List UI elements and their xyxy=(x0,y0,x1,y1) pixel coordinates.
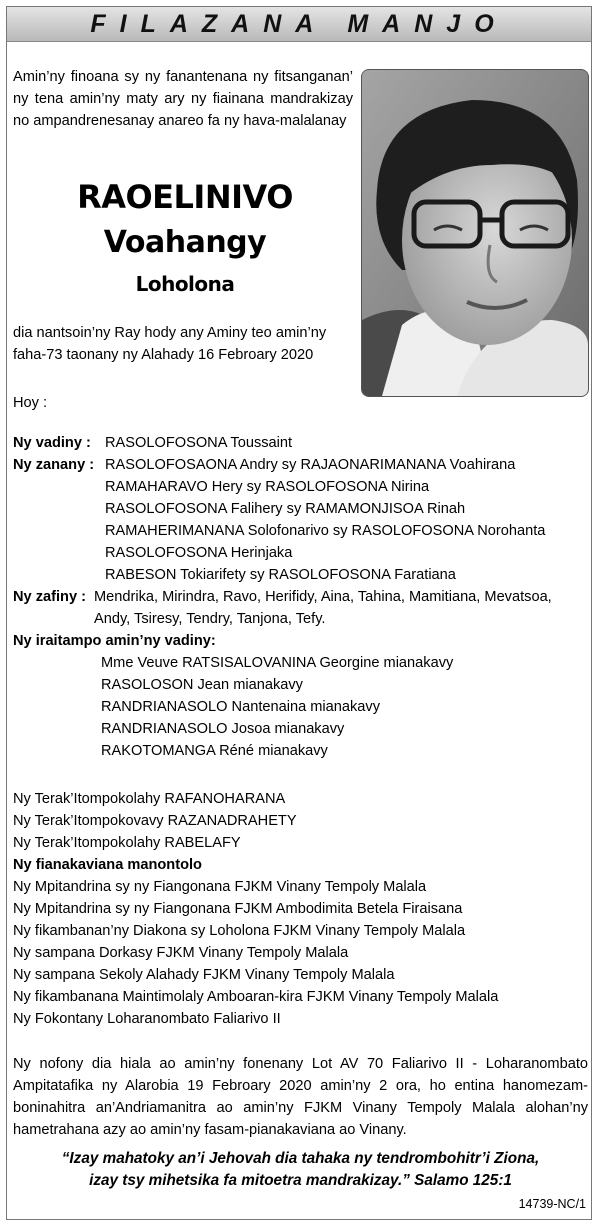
church-entry: Ny Mpitandrina sy ny Fiangonana FJKM Ambodimita Betela Firaisana xyxy=(13,901,463,917)
funeral-details: Ny nofony dia hiala ao amin’ny fonenany Lot AV 70 Faliarivo II - Loharanombato Ampitatafika ny Alarobia 19 Febroary 2020 amin’ny 2 ora, ho entina hanomezam-boninahitra an’Andriamanitra ao amin’ny FJKM Vinany Tempoly Malala alohan’ny hametrahana azy ao amin’ny fasam-pianakaviana ao Vinany. xyxy=(13,1056,588,1138)
bible-verse xyxy=(13,1148,588,1192)
others-list xyxy=(13,788,588,1030)
verse-line: izay tsy mihetsika fa mitoetra mandrakizay.” Salamo 125:1 xyxy=(89,1172,512,1189)
family-list xyxy=(13,432,588,762)
children-label: Ny zanany : xyxy=(13,457,95,473)
sibling-entry: RANDRIANASOLO Josoa mianakavy xyxy=(101,721,345,737)
church-entry: Ny Fokontany Loharanombato Faliarivo II xyxy=(13,1011,281,1027)
sibling-entry: Mme Veuve RATSISALOVANINA Georgine mianakavy xyxy=(101,655,454,671)
sibling-entry: RASOLOSON Jean mianakavy xyxy=(101,677,303,693)
whole-family-label: Ny fianakaviana manontolo xyxy=(13,857,202,873)
spouse-row xyxy=(13,432,588,454)
child-entry: RAMAHARAVO Hery sy RASOLOFOSONA Nirina xyxy=(105,479,430,495)
child-entry: RAMAHERIMANANA Solofonarivo sy RASOLOFOSONA Norohanta xyxy=(105,523,546,539)
church-entry: Ny fikambanan’ny Diakona sy Loholona FJKM Vinany Tempoly Malala xyxy=(13,923,466,939)
notice-reference: 14739-NC/1 xyxy=(518,1197,586,1211)
child-entry: RASOLOFOSONA Herinjaka xyxy=(105,545,293,561)
passing-text: dia nantsoin’ny Ray hody any Aminy teo amin’ny faha-73 taonany ny Alahady 16 Febroary 2020 xyxy=(13,325,327,363)
siblings-label: Ny iraitampo amin’ny vadiny: xyxy=(13,633,216,649)
spouse-label: Ny vadiny : xyxy=(13,435,91,451)
deceased-given-name: Voahangy xyxy=(103,225,267,260)
grandchildren-label: Ny zafiny : xyxy=(13,589,86,605)
church-entry: Ny Mpitandrina sy ny Fiangonana FJKM Vinany Tempoly Malala xyxy=(13,879,427,895)
grandchildren-row xyxy=(13,586,588,608)
children-row xyxy=(13,454,588,476)
hoy-label: Hoy : xyxy=(13,395,48,411)
relatives-entry: Ny Terak’Itompokolahy RABELAFY xyxy=(13,835,241,851)
child-entry: RASOLOFOSAONA Andry sy RAJAONARIMANANA Voahirana xyxy=(105,457,516,473)
spouse-name: RASOLOFOSONA Toussaint xyxy=(105,435,293,451)
sibling-entry: RAKOTOMANGA Réné mianakavy xyxy=(101,743,328,759)
grandchildren-names: Mendrika, Mirindra, Ravo, Herifidy, Aina, Tahina, Mamitiana, Mevatsoa, xyxy=(94,589,552,605)
portrait-photo xyxy=(361,69,589,397)
child-entry: RASOLOFOSONA Falihery sy RAMAMONJISOA Rinah xyxy=(105,501,466,517)
deceased-surname: RAOELINIVO xyxy=(77,178,293,216)
relatives-entry: Ny Terak’Itompokovavy RAZANADRAHETY xyxy=(13,813,297,829)
notice-header xyxy=(7,7,591,42)
deceased-title: Loholona xyxy=(135,272,235,296)
church-entry: Ny sampana Sekoly Alahady FJKM Vinany Tempoly Malala xyxy=(13,967,395,983)
grandchildren-names: Andy, Tsiresy, Tendry, Tanjona, Tefy. xyxy=(94,611,326,627)
intro-text: Amin’ny finoana sy ny fanantenana ny fitsanganan’ ny tena amin’ny maty ary ny fiainana mandrakizay no ampandrenesanay anareo fa ny hava-malalanay xyxy=(13,69,353,129)
sibling-entry: RANDRIANASOLO Nantenaina mianakavy xyxy=(101,699,381,715)
child-entry: RABESON Tokiarifety sy RASOLOFOSONA Faratiana xyxy=(105,567,456,583)
verse-line: “Izay mahatoky an’i Jehovah dia tahaka ny tendrombohitr’i Ziona, xyxy=(61,1150,540,1167)
notice-title: FILAZANA MANJO xyxy=(90,9,508,38)
church-entry: Ny fikambanana Maintimolaly Amboaran-kira FJKM Vinany Tempoly Malala xyxy=(13,989,499,1005)
church-entry: Ny sampana Dorkasy FJKM Vinany Tempoly Malala xyxy=(13,945,349,961)
relatives-entry: Ny Terak’Itompokolahy RAFANOHARANA xyxy=(13,791,286,807)
portrait-illustration xyxy=(362,70,588,396)
